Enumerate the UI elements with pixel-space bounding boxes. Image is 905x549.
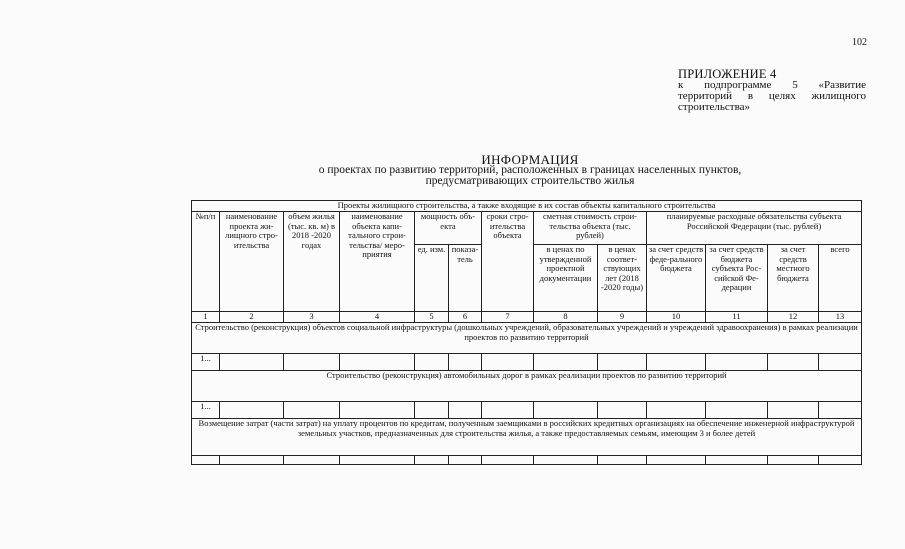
document-subtitle-line2: предусматривающих строительство жилья	[425, 175, 635, 187]
column-number: 4	[340, 312, 415, 323]
section-row-compensation	[192, 419, 862, 456]
table-cell	[415, 456, 449, 465]
column-number: 2	[220, 312, 284, 323]
table-cell	[534, 354, 598, 371]
document-title: ИНФОРМАЦИЯ	[481, 152, 579, 167]
header-planned-regional: за счет средств бюджета субъекта Рос-сийской Фе-дерации	[706, 245, 768, 312]
table-cell	[220, 354, 284, 371]
column-number: 5	[415, 312, 449, 323]
table-cell	[768, 456, 819, 465]
table-cell	[482, 456, 534, 465]
table-cell	[449, 456, 482, 465]
table-row	[192, 456, 862, 465]
column-number: 10	[647, 312, 706, 323]
projects-table	[191, 200, 862, 465]
table-cell	[706, 354, 768, 371]
appendix-block	[678, 69, 866, 113]
column-number: 1	[192, 312, 220, 323]
table-cell	[340, 456, 415, 465]
table-cell	[706, 402, 768, 419]
column-number: 12	[768, 312, 819, 323]
table-cell	[768, 402, 819, 419]
table-cell	[284, 402, 340, 419]
column-numbers-row	[192, 312, 862, 323]
table-row	[192, 354, 862, 371]
page-number: 102	[852, 37, 867, 48]
table-cell	[706, 456, 768, 465]
table-caption: Проекты жилищного строительства, а также входящие в их состав объекты капитального строительства	[192, 201, 862, 212]
table-cell	[340, 354, 415, 371]
table-cell	[647, 456, 706, 465]
header-project-name: наименование проекта жи-лищного стро-ительства	[220, 212, 284, 312]
row-label: 1...	[192, 402, 220, 419]
table-cell	[819, 354, 862, 371]
table-cell	[534, 456, 598, 465]
table-cell	[598, 402, 647, 419]
table-cell	[340, 402, 415, 419]
row-label	[192, 456, 220, 465]
column-number: 3	[284, 312, 340, 323]
table-cell	[220, 402, 284, 419]
section-title-compensation: Возмещение затрат (части затрат) на уплату процентов по кредитам, полученным заемщиками в российских кредитных организациях на обеспечение инженерной инфраструктурой земельных участков, предназначенных для строительства жилья, а также предоставляемых семьям, имеющим 3 и более детей	[192, 419, 862, 456]
section-row-roads	[192, 371, 862, 402]
table-cell	[415, 402, 449, 419]
header-construction-period: сроки стро-ительства объекта	[482, 212, 534, 312]
header-planned-obligations: планируемые расходные обязательства субъекта Российской Федерации (тыс. рублей)	[647, 212, 862, 245]
table-cell	[819, 402, 862, 419]
table-caption-row	[192, 201, 862, 212]
section-row-social	[192, 323, 862, 354]
table-cell	[598, 354, 647, 371]
header-housing-volume: объем жилья (тыс. кв. м) в 2018 -2020 годах	[284, 212, 340, 312]
document-subtitle-line1: о проектах по развитию территорий, расположенных в границах населенных пунктов,	[318, 164, 742, 176]
table-cell	[482, 354, 534, 371]
header-capacity-unit: ед. изм.	[415, 245, 449, 312]
header-estimate: сметная стоимость строи-тельства объекта (тыс. рублей)	[534, 212, 647, 245]
table-cell	[598, 456, 647, 465]
table-cell	[220, 456, 284, 465]
header-number: №п/п	[192, 212, 220, 312]
table-cell	[449, 354, 482, 371]
table-cell	[768, 354, 819, 371]
row-label: 1...	[192, 354, 220, 371]
header-planned-local: за счет средств местного бюджета	[768, 245, 819, 312]
section-title-social: Строительство (реконструкция) объектов социальной инфраструктуры (дошкольных учреждений, образовательных учреждений и учреждений здравоохранения) в рамках реализации проектов по развитию территорий	[192, 323, 862, 354]
appendix-title: ПРИЛОЖЕНИЕ 4	[678, 67, 777, 81]
column-number: 8	[534, 312, 598, 323]
appendix-subtitle: к подпрограмме 5 «Развитие территорий в целях жилищного строительства»	[678, 79, 866, 113]
column-number: 6	[449, 312, 482, 323]
header-capacity-value: показа-тель	[449, 245, 482, 312]
table-cell	[482, 402, 534, 419]
table-cell	[534, 402, 598, 419]
table-cell	[647, 402, 706, 419]
header-object-name: наименование объекта капи-тального строи-тельства/ меро-приятия	[340, 212, 415, 312]
column-number: 13	[819, 312, 862, 323]
column-number: 7	[482, 312, 534, 323]
table-cell	[647, 354, 706, 371]
section-title-roads: Строительство (реконструкция) автомобильных дорог в рамках реализации проектов по развитию территорий	[192, 371, 862, 402]
header-capacity: мощность объ-екта	[415, 212, 482, 245]
table-cell	[284, 354, 340, 371]
table-cell	[449, 402, 482, 419]
header-row-1	[192, 212, 862, 245]
header-planned-total: всего	[819, 245, 862, 312]
table-cell	[284, 456, 340, 465]
header-estimate-approved: в ценах по утвержденной проектной документации	[534, 245, 598, 312]
document-heading	[260, 154, 800, 187]
column-number: 9	[598, 312, 647, 323]
header-planned-federal: за счет средств феде-рального бюджета	[647, 245, 706, 312]
table-cell	[819, 456, 862, 465]
column-number: 11	[706, 312, 768, 323]
table-cell	[415, 354, 449, 371]
table-row	[192, 402, 862, 419]
header-estimate-current: в ценах соответ-ствующих лет (2018 -2020 годы)	[598, 245, 647, 312]
